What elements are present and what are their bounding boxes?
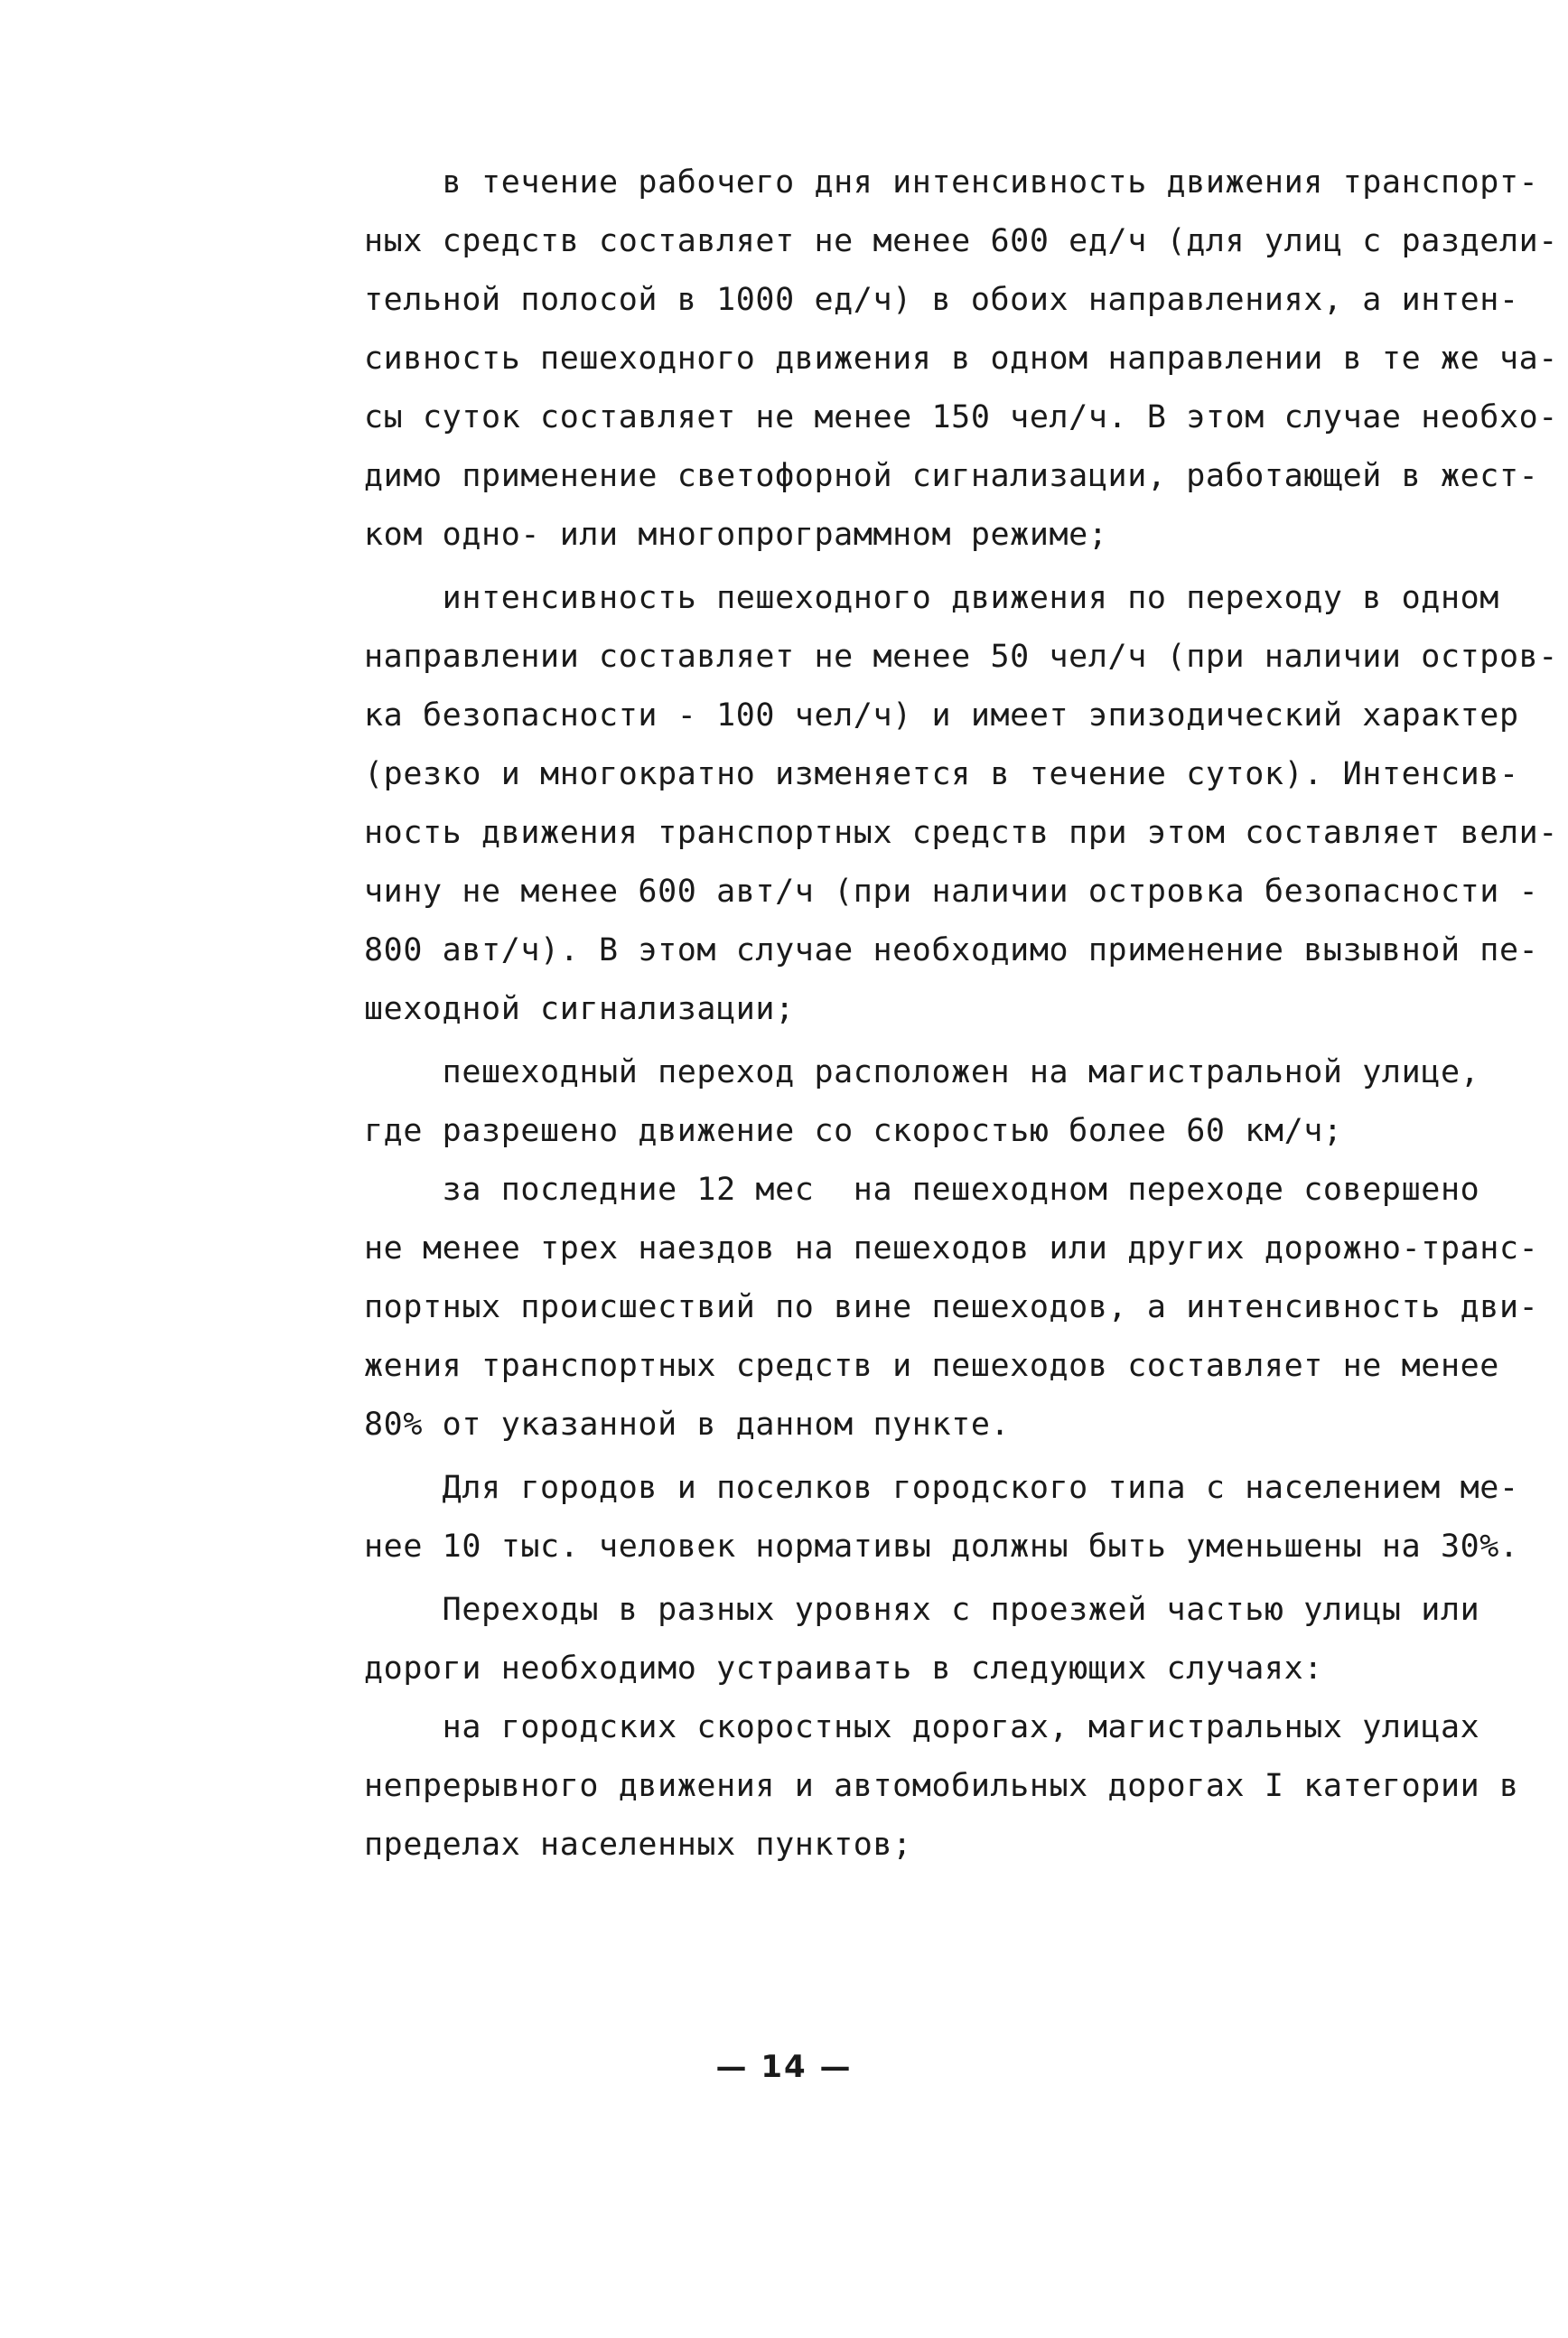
text-line: не менее трех наездов на пешеходов или других дорожно-транс- (364, 1230, 1539, 1267)
text-line: чину не менее 600 авт/ч (при наличии островка безопасности - (364, 874, 1539, 910)
text-line: сы суток составляет не менее 150 чел/ч. В этом случае необхо- (364, 399, 1558, 435)
text-line: Для городов и поселков городского типа с населением ме- (364, 1470, 1519, 1506)
text-line: 800 авт/ч). В этом случае необходимо применение вызывной пе- (364, 932, 1539, 968)
text-line: ность движения транспортных средств при этом составляет вели- (364, 815, 1558, 851)
page-number: — 14 — (715, 2049, 853, 2085)
text-line: пешеходный переход расположен на магистральной улице, (364, 1054, 1480, 1090)
text-line: ных средств составляет не менее 600 ед/ч (для улиц с раздели- (364, 223, 1558, 259)
text-line: за последние 12 мес на пешеходном переходе совершено (364, 1172, 1480, 1208)
text-line: (резко и многократно изменяется в течение суток). Интенсив- (364, 756, 1519, 792)
text-line: ком одно- или многопрограммном режиме; (364, 517, 1108, 553)
text-line: шеходной сигнализации; (364, 991, 795, 1027)
text-line: димо применение светофорной сигнализации, работающей в жест- (364, 458, 1539, 494)
text-line: дороги необходимо устраивать в следующих случаях: (364, 1651, 1323, 1687)
text-line: где разрешено движение со скоростью более 60 км/ч; (364, 1113, 1343, 1149)
text-line: в течение рабочего дня интенсивность движения транспорт- (364, 164, 1539, 201)
text-line: портных происшествий по вине пешеходов, а интенсивность дви- (364, 1289, 1539, 1325)
text-line: направлении составляет не менее 50 чел/ч (при наличии остров- (364, 639, 1558, 675)
text-line: нее 10 тыс. человек нормативы должны быть уменьшены на 30%. (364, 1529, 1519, 1565)
text-line: Переходы в разных уровнях с проезжей частью улицы или (364, 1592, 1480, 1628)
text-line: жения транспортных средств и пешеходов составляет не менее (364, 1348, 1499, 1384)
text-line: 80% от указанной в данном пункте. (364, 1407, 1011, 1443)
text-line: ка безопасности - 100 чел/ч) и имеет эпизодический характер (364, 697, 1519, 734)
text-line: интенсивность пешеходного движения по переходу в одном (364, 580, 1499, 616)
text-line: пределах населенных пунктов; (364, 1827, 912, 1863)
text-line: тельной полосой в 1000 ед/ч) в обоих направлениях, а интен- (364, 282, 1519, 318)
text-line: на городских скоростных дорогах, магистральных улицах (364, 1709, 1480, 1745)
text-line: непрерывного движения и автомобильных дорогах I категории в (364, 1768, 1519, 1804)
text-line: сивность пешеходного движения в одном направлении в те же ча- (364, 341, 1558, 377)
